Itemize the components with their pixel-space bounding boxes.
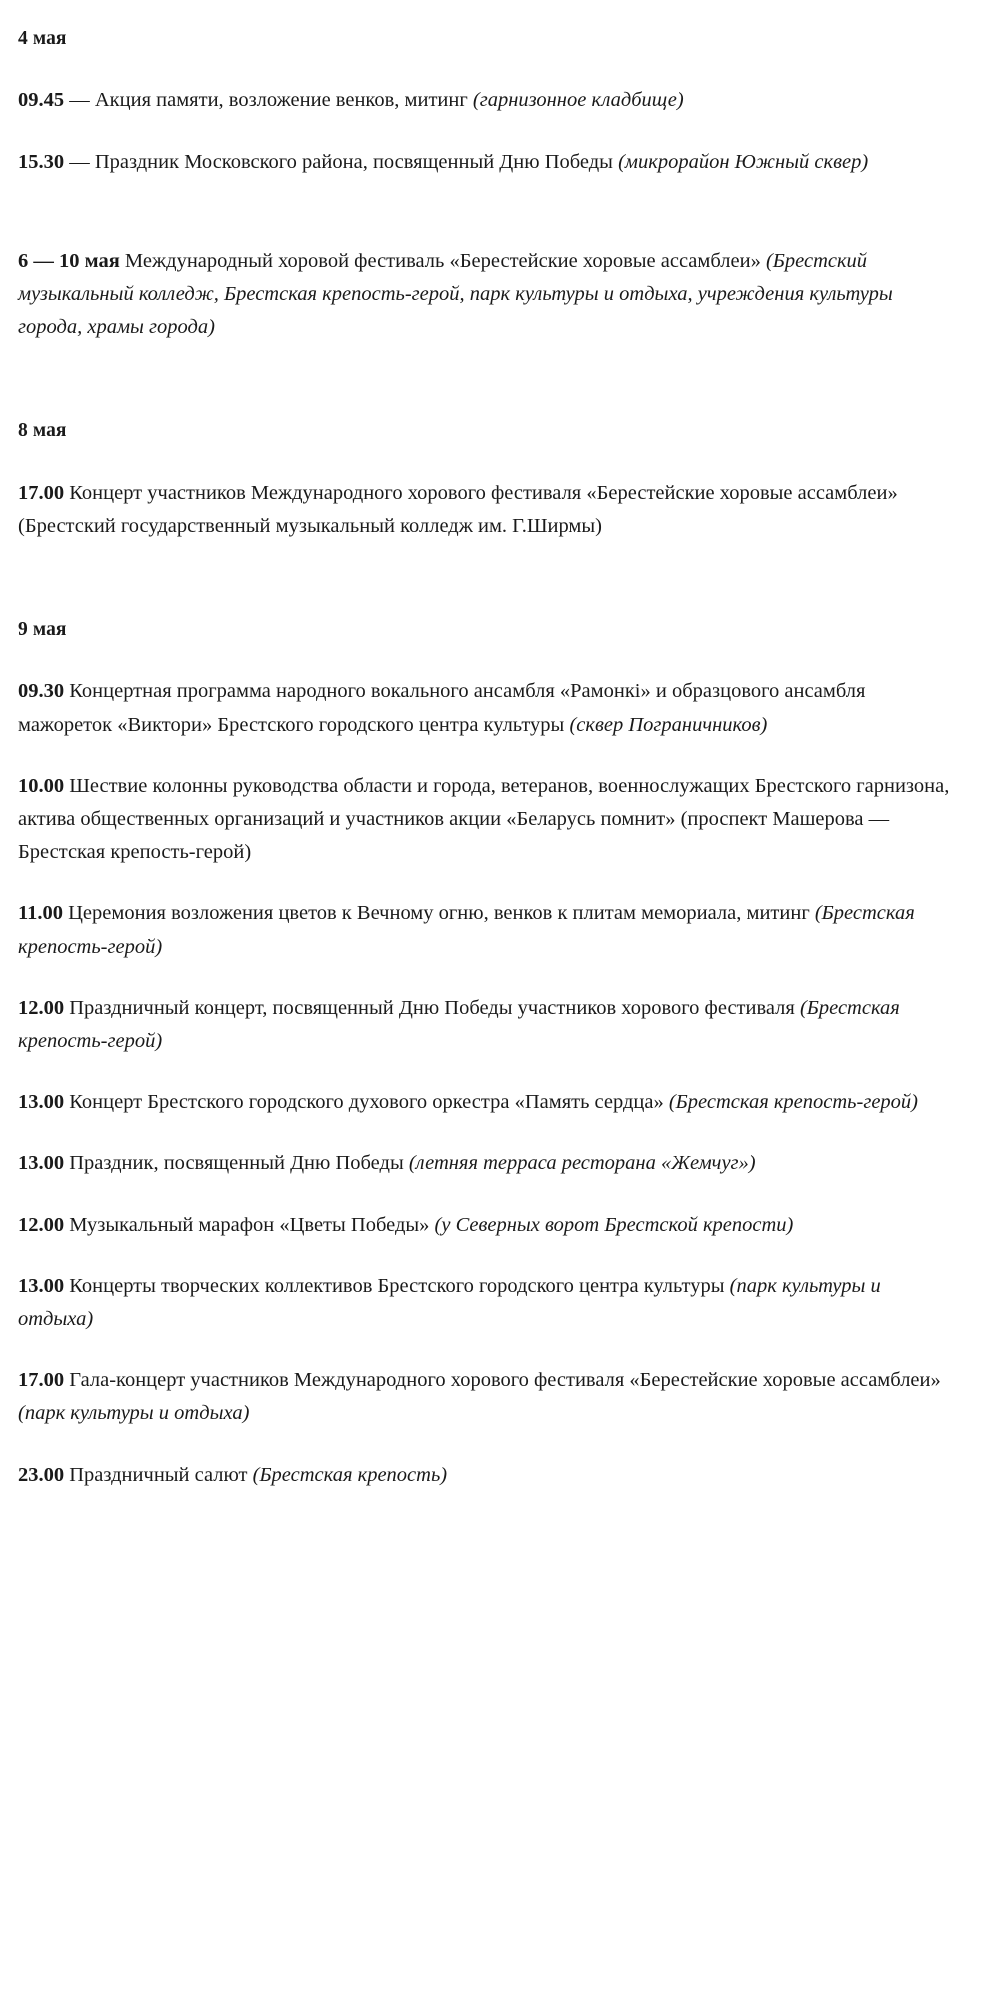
event-time: 09.45 — [18, 89, 65, 112]
event-description: Праздничный концерт, посвященный Дню Победы участников хорового фестиваля — [69, 996, 800, 1019]
event-entry — [18, 477, 960, 543]
event-description: Международный хоровой фестиваль «Берестейские хоровые ассамблеи» — [124, 249, 766, 272]
entry-spacer — [18, 742, 960, 770]
event-venue: (гарнизонное кладбище) — [472, 89, 684, 112]
event-entry — [18, 675, 960, 741]
event-description: Концерты творческих коллективов Брестского городского центра культуры — [69, 1274, 730, 1297]
event-separator: — — [64, 150, 95, 173]
event-entry — [18, 897, 960, 963]
event-venue: (Брестская крепость) — [252, 1463, 448, 1486]
entry-spacer — [18, 1119, 960, 1147]
day-heading-may-4: 4 мая — [18, 28, 67, 49]
section-spacer — [18, 179, 960, 245]
event-entry — [18, 146, 960, 179]
event-time: 13.00 — [18, 1152, 65, 1175]
event-entry — [18, 992, 960, 1058]
event-description: Концерт участников Международного хорового фестиваля «Берестейские хоровые ассамблеи» (Брестский государственный музыкальный колледж им. Г.Ширмы) — [18, 481, 898, 537]
event-time: 17.00 — [18, 481, 65, 504]
entry-spacer — [18, 1242, 960, 1270]
event-entry — [18, 245, 960, 345]
entry-spacer — [18, 1336, 960, 1364]
event-venue: (микрорайон Южный сквер) — [618, 150, 869, 173]
entry-spacer — [18, 118, 960, 146]
event-entry — [18, 1209, 960, 1242]
day-heading-may-8: 8 мая — [18, 420, 67, 442]
event-description: Концерт Брестского городского духового оркестра «Память сердца» — [69, 1091, 669, 1114]
event-separator: — — [64, 89, 95, 112]
entry-spacer — [18, 1181, 960, 1209]
event-entry — [18, 1364, 960, 1430]
entry-spacer — [18, 1431, 960, 1459]
event-time: 13.00 — [18, 1091, 65, 1114]
event-time: 6 — 10 мая — [18, 249, 120, 272]
event-venue: (Брестская крепость-герой) — [668, 1091, 919, 1114]
event-time: 13.00 — [18, 1274, 65, 1297]
event-entry — [18, 1459, 960, 1492]
event-time: 23.00 — [18, 1463, 65, 1486]
event-venue: (парк культуры и отдыха) — [18, 1402, 250, 1425]
event-time: 11.00 — [18, 902, 63, 925]
event-venue: (Брестская крепость-герой) — [18, 902, 915, 958]
event-time: 10.00 — [18, 774, 65, 797]
section-spacer — [18, 543, 960, 617]
event-entry — [18, 1086, 960, 1119]
event-description: Музыкальный марафон «Цветы Победы» — [69, 1213, 435, 1236]
events-program — [18, 26, 960, 1492]
day-heading-may-9: 9 мая — [18, 619, 67, 641]
event-description: Праздник Московского района, посвященный Дню Победы — [94, 150, 619, 173]
event-description: Праздник, посвященный Дню Победы — [69, 1152, 409, 1175]
heading-spacer — [18, 52, 960, 84]
event-venue: (у Северных ворот Брестской крепости) — [434, 1213, 794, 1236]
heading-spacer — [18, 643, 960, 675]
heading-spacer — [18, 445, 960, 477]
event-entry — [18, 1270, 960, 1336]
entry-spacer — [18, 869, 960, 897]
event-venue: (сквер Пограничников) — [569, 713, 768, 736]
entry-spacer — [18, 1058, 960, 1086]
event-description: Праздничный салют — [69, 1463, 253, 1486]
event-entry — [18, 1147, 960, 1180]
event-description: Гала-концерт участников Международного хорового фестиваля «Берестейские хоровые ассамблеи» — [69, 1369, 941, 1392]
event-description: Церемония возложения цветов к Вечному огню, венков к плитам мемориала, митинг — [68, 902, 815, 925]
event-time: 12.00 — [18, 1213, 65, 1236]
event-venue: (Брестский музыкальный колледж, Брестская крепость-герой, парк культуры и отдыха, учреждения культуры города, храмы города) — [18, 249, 893, 339]
event-time: 09.30 — [18, 680, 65, 703]
event-entry — [18, 770, 960, 870]
section-spacer — [18, 344, 960, 418]
event-time: 17.00 — [18, 1369, 65, 1392]
event-venue: (летняя терраса ресторана «Жемчуг») — [408, 1152, 756, 1175]
event-description: Акция памяти, возложение венков, митинг — [94, 89, 473, 112]
entry-spacer — [18, 964, 960, 992]
event-time: 12.00 — [18, 996, 65, 1019]
event-description: Шествие колонны руководства области и города, ветеранов, военнослужащих Брестского гарнизона, актива общественных организаций и участников акции «Беларусь помнит» (проспект Машерова — Брестская крепость-герой) — [18, 774, 950, 864]
event-venue: (Брестская крепость-герой) — [18, 996, 900, 1052]
event-time: 15.30 — [18, 150, 65, 173]
event-entry — [18, 84, 960, 117]
event-venue: (парк культуры и отдыха) — [18, 1274, 881, 1330]
event-description: Концертная программа народного вокального ансамбля «Рамонкі» и образцового ансамбля мажореток «Виктори» Брестского городского центра культуры — [18, 680, 866, 736]
